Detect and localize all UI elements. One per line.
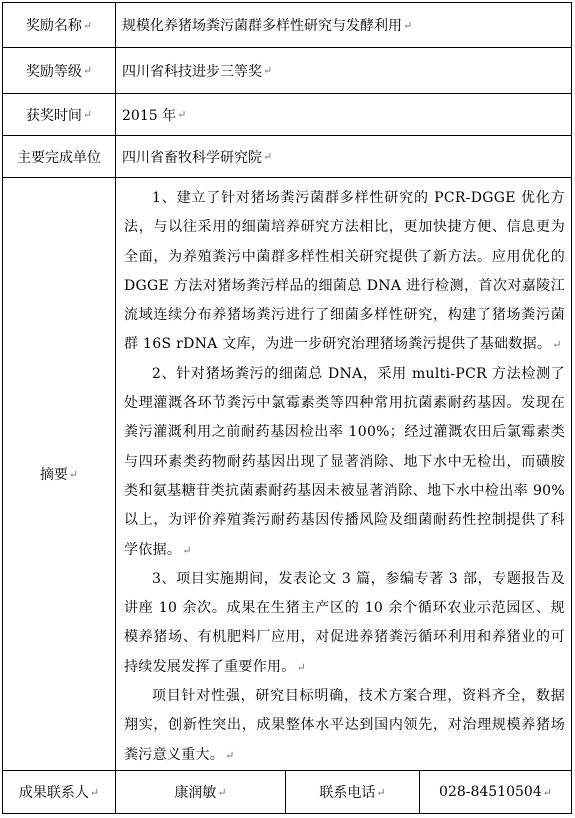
award-name-row (3, 3, 571, 48)
award-name-value-cell (116, 3, 571, 47)
abstract-paragraph (124, 360, 565, 565)
paragraph-mark: ↵ (89, 785, 100, 799)
unit-value: 四川省畜牧科学研究院 (122, 149, 262, 166)
unit-row (3, 136, 571, 178)
abstract-paragraph (124, 565, 565, 682)
award-time-label: 获奖时间 (25, 107, 82, 124)
award-level-row (3, 48, 571, 94)
paragraph-mark: ↵ (68, 467, 79, 481)
paragraph-mark: ↵ (182, 543, 192, 557)
award-level-label: 奖励等级 (25, 63, 82, 80)
contact-person-label-cell (3, 771, 116, 813)
contact-phone-label-cell (286, 771, 420, 813)
paragraph-mark: ↵ (552, 338, 562, 352)
award-time-label-cell (3, 94, 116, 135)
paragraph-mark: ↵ (263, 64, 273, 77)
contact-person-label: 成果联系人 (18, 785, 89, 801)
contact-phone-label: 联系电话 (319, 785, 376, 801)
award-name-value: 规模化养猪场粪污菌群多样性研究与发酵利用 (122, 18, 402, 34)
paragraph-mark: ↵ (82, 18, 93, 32)
paragraph-mark: ↵ (263, 150, 273, 163)
award-time-value-cell (116, 94, 571, 135)
abstract-paragraph-text: 2、针对猪场粪污的细菌总 DNA，采用 multi-PCR 方法检测了处理灌溉各环节粪污中氯霉素类等四种常用抗菌素耐药基因。发现在粪污灌溉利用之前耐药基因检出率 100%；经过灌溉农田后氯霉素类与四环素类药物耐药基因出现了显著消除、地下水中无检出，而磺胺类和氨基糖苷类抗菌素耐药基因未被显著消除、地下水中检出率 90%以上，为评价养殖粪污耐药基因传播风险及细菌耐药性控制提供了科学依据。 (124, 365, 565, 558)
abstract-paragraph-text: 项目针对性强，研究目标明确，技术方案合理，资料齐全，数据翔实，创新性突出，成果整体水平达到国内领先，对治理规模养猪场粪污意义重大。 (124, 688, 565, 763)
paragraph-mark: ↵ (217, 785, 227, 799)
paragraph-mark: ↵ (296, 660, 307, 674)
award-level-label-cell (3, 48, 116, 93)
award-name-label: 奖励名称 (25, 18, 82, 34)
paragraph-mark: ↵ (403, 18, 413, 32)
award-time-row (3, 94, 571, 136)
contact-person-value-cell (116, 771, 286, 813)
award-time-value: 2015 年 (122, 107, 177, 124)
unit-value-cell (116, 136, 571, 177)
contact-row (3, 771, 571, 813)
award-info-table (2, 2, 572, 814)
unit-label-cell (3, 136, 116, 177)
contact-phone-value-cell (420, 771, 571, 813)
award-level-value-cell (116, 48, 571, 93)
abstract-paragraph (124, 184, 565, 360)
unit-label: 主要完成单位 (17, 149, 101, 166)
award-level-value: 四川省科技进步三等奖 (122, 63, 262, 80)
award-name-label-cell (3, 3, 116, 47)
abstract-paragraph-text: 3、项目实施期间，发表论文 3 篇，参编专著 3 部，专题报告及讲座 10 余次。成果在生猪主产区的 10 余个循环农业示范园区、规模养猪场、有机肥料厂应用，对促进养猪粪污循环利用和养猪业的可持续发展发挥了重要作用。 (124, 570, 565, 675)
paragraph-mark: ↵ (542, 785, 552, 799)
paragraph-mark: ↵ (376, 785, 386, 799)
paragraph-mark: ↵ (82, 64, 93, 77)
paragraph-mark: ↵ (177, 108, 187, 121)
paragraph-mark: ↵ (225, 748, 235, 762)
abstract-label-cell (3, 178, 116, 770)
paragraph-mark: ↵ (82, 108, 93, 121)
contact-person-value: 康润敏 (174, 785, 217, 801)
abstract-label: 摘要 (39, 467, 68, 483)
abstract-paragraph-text: 1、建立了针对猪场粪污菌群多样性研究的 PCR-DGGE 优化方法，与以往采用的细菌培养研究方法相比，更加快捷方便、信息更为全面，为养殖粪污中菌群多样性相关研究提供了新方法。应用优化的 DGGE 方法对猪场粪污样品的细菌总 DNA 进行检测，首次对嘉陵江流域连续分布养猪场粪污进行了细菌多样性研究，构建了猪场粪污菌群 16S rDNA 文库，为进一步研究治理猪场粪污提供了基础数据。 (124, 190, 565, 353)
abstract-paragraph (124, 682, 565, 770)
abstract-text-cell (116, 178, 571, 770)
abstract-row (3, 178, 571, 771)
contact-phone-value: 028-84510504 (439, 784, 542, 800)
